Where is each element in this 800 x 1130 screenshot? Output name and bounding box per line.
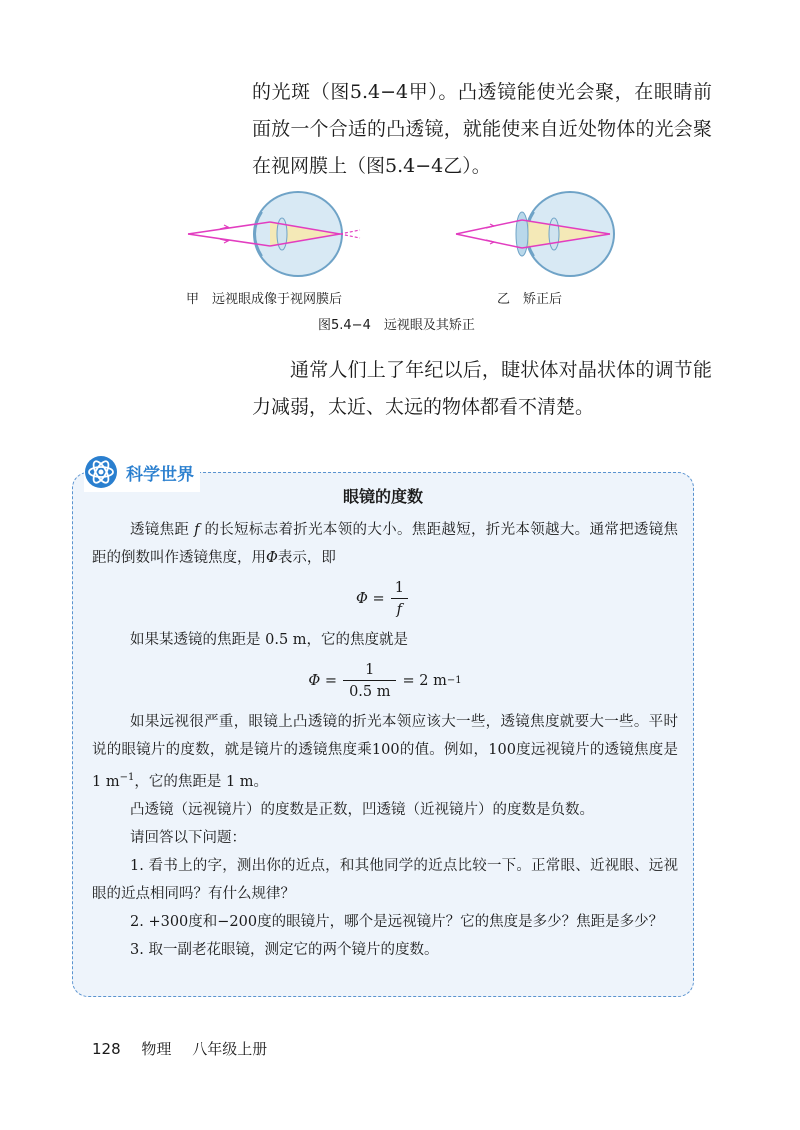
intro-paragraph [252, 74, 712, 185]
question-2: 2. +300度和−200度的眼镜片，哪个是远视镜片？它的焦度是多少？焦距是多少？ [130, 913, 664, 930]
paragraph-sign: 凸透镜（远视镜片）的度数是正数，凹透镜（近视镜片）的度数是负数。 [130, 801, 594, 818]
text-run: 透镜焦距 [130, 522, 195, 538]
page-number: 128 [92, 1040, 121, 1058]
paragraph-example: 如果某透镜的焦距是 0.5 m，它的焦度就是 [130, 632, 409, 648]
question-3: 3. 取一副老花眼镜，测定它的两个镜片的度数。 [130, 941, 439, 958]
symbol-f: f [194, 522, 200, 538]
arrow-right-top [486, 224, 494, 228]
figure-label-left: 甲 远视眼成像于视网膜后 [186, 292, 343, 307]
fraction-numerator: 1 [394, 579, 404, 596]
fraction [343, 660, 396, 703]
formula-lhs: Φ = [308, 673, 338, 689]
eye-figure [170, 182, 630, 292]
text-run: 的长短标志着折光本领的大小。焦距越短，折光本领越大。通常把透镜焦距的倒数叫作透镜焦度，用 [92, 522, 679, 566]
lens-right [549, 218, 559, 250]
exponent: −1 [119, 772, 135, 783]
hyperopic-eye-diagram [188, 192, 360, 276]
box-body [92, 516, 678, 964]
formula-definition [92, 572, 678, 626]
paragraph-degrees [92, 708, 678, 796]
paragraph-focal-power [92, 516, 678, 572]
convex-lens-glasses [516, 212, 528, 256]
corrected-eye-diagram [456, 192, 614, 276]
paragraph-aging-text: 通常人们上了年纪以后，睫状体对晶状体的调节能力减弱，太近、太远的物体都看不清楚。 [252, 359, 712, 418]
ray-left-extended [340, 234, 360, 238]
footer-grade: 八年级上册 [192, 1040, 268, 1058]
symbol-phi: Φ [266, 550, 278, 566]
figure-caption: 图5.4−4 远视眼及其矫正 [318, 318, 475, 333]
ray-left-extended-2 [340, 230, 360, 234]
figure-label-right: 乙 矫正后 [497, 292, 563, 307]
formula-example [92, 654, 678, 708]
text-run: 表示，即 [277, 550, 336, 566]
formula-exponent: −1 [446, 675, 462, 686]
box-title: 眼镜的度数 [342, 487, 423, 506]
paragraph-aging [252, 352, 712, 426]
formula-rhs: = 2 m [402, 673, 447, 689]
fraction-numerator: 1 [365, 661, 375, 678]
text-run: ，它的焦距是 1 m。 [134, 773, 269, 790]
fraction-denominator: 0.5 m [343, 680, 396, 703]
text-run: 如果远视很严重，眼镜上凸透镜的折光本领应该大一些，透镜焦度就要大一些。平时说的眼镜片的度数，就是镜片的透镜焦度乘100的值。例如，100度远视镜片的透镜焦度是 1 m [92, 714, 678, 790]
section-label: 科学世界 [126, 464, 194, 485]
intro-text: 的光斑（图5.4−4甲）。凸透镜能使光会聚，在眼睛前面放一个合适的凸透镜，就能使来自近处物体的光会聚在视网膜上（图5.4−4乙）。 [252, 81, 712, 177]
footer-subject: 物理 [141, 1040, 172, 1058]
fraction-denominator: f [391, 598, 408, 621]
arrow-right-bottom [486, 240, 494, 244]
page-footer [92, 1038, 283, 1059]
formula-lhs: Φ = [355, 591, 385, 607]
question-1: 1. 看书上的字，测出你的近点，和其他同学的近点比较一下。正常眼、近视眼、远视眼的近点相同吗？有什么规律？ [92, 857, 678, 902]
paragraph-prompt: 请回答以下问题： [130, 829, 246, 846]
fraction [391, 578, 408, 621]
